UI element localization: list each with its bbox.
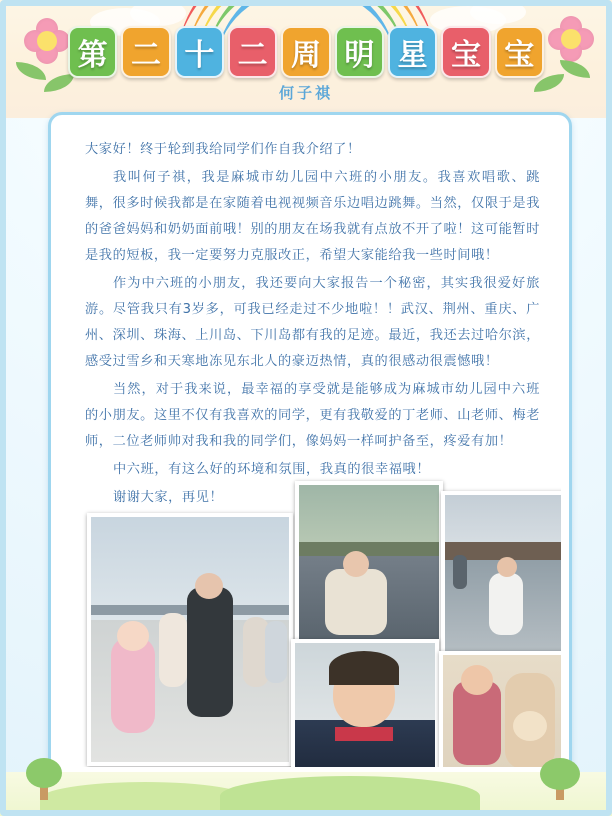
content-card [48, 112, 572, 778]
cloud-shape [470, 0, 526, 24]
paragraph: 当然，对于我来说，最幸福的享受就是能够成为麻城市幼儿园中六班的小朋友。这里不仅有我喜欢的同学，更有我敬爱的丁老师、山老师、梅老师，二位老师帅对我和我的同学们，像妈妈一样呵护备至，疼爱有加！ [85, 382, 540, 449]
leaf-icon [560, 60, 590, 78]
title-char-3: 二 [228, 26, 277, 78]
bottom-decoration-band [0, 772, 612, 816]
tree-foliage-icon [26, 758, 62, 788]
hill-shape [40, 782, 250, 816]
poster-title [68, 26, 544, 102]
content-card-inner [59, 123, 561, 767]
title-char-5: 明 [335, 26, 384, 78]
photo-riverside[interactable] [441, 491, 561, 667]
paragraph: 我叫何子祺，我是麻城市幼儿园中六班的小朋友。我喜欢唱歌、跳舞，很多时候我都是在家随着电视视频音乐边唱边跳舞。当然，仅限于是我的爸爸妈妈和奶奶面前哦！别的朋友在场我就有点放不开了啦！这可能暂时是我的短板，我一定要努力克服改正，希望大家能给我一些时间哦！ [85, 170, 540, 263]
title-char-4: 周 [281, 26, 330, 78]
title-char-0: 第 [68, 26, 117, 78]
photo-with-toy-bear[interactable] [439, 651, 561, 767]
title-char-2: 十 [175, 26, 224, 78]
leaf-icon [16, 62, 46, 80]
title-char-8: 宝 [495, 26, 544, 78]
title-char-6: 星 [388, 26, 437, 78]
paragraph: 中六班，有这么好的环境和氛围，我真的很幸福哦！ [113, 462, 431, 477]
cloud-shape [130, 0, 186, 26]
photo-portrait-stripes[interactable] [291, 639, 439, 767]
paragraph: 作为中六班的小朋友，我还要向大家报告一个秘密，其实我很爱好旅游。尽管我只有3岁多，可我已经走过不少地啦！！武汉、荆州、重庆、广州、深圳、珠海、上川岛、下川岛都有我的足迹。最近，我还去过哈尔滨，感受过雪乡和天寒地冻见东北人的豪迈热情，真的很感动很震憾哦！ [85, 276, 540, 369]
flower-icon [548, 16, 594, 62]
tree-foliage-icon [540, 758, 580, 790]
title-character-row [68, 26, 544, 78]
top-decoration-band [0, 0, 612, 118]
photo-plaza-bubbles[interactable] [87, 513, 293, 766]
title-char-7: 宝 [441, 26, 490, 78]
child-name: 何子祺 [278, 84, 333, 102]
flower-icon [24, 18, 70, 64]
paragraph: 大家好！终于轮到我给同学们作自我介绍了！ [85, 142, 361, 157]
photo-collage [59, 123, 561, 767]
paragraph: 谢谢大家，再见！ [113, 490, 224, 505]
title-char-1: 二 [121, 26, 170, 78]
hill-shape [220, 776, 480, 816]
